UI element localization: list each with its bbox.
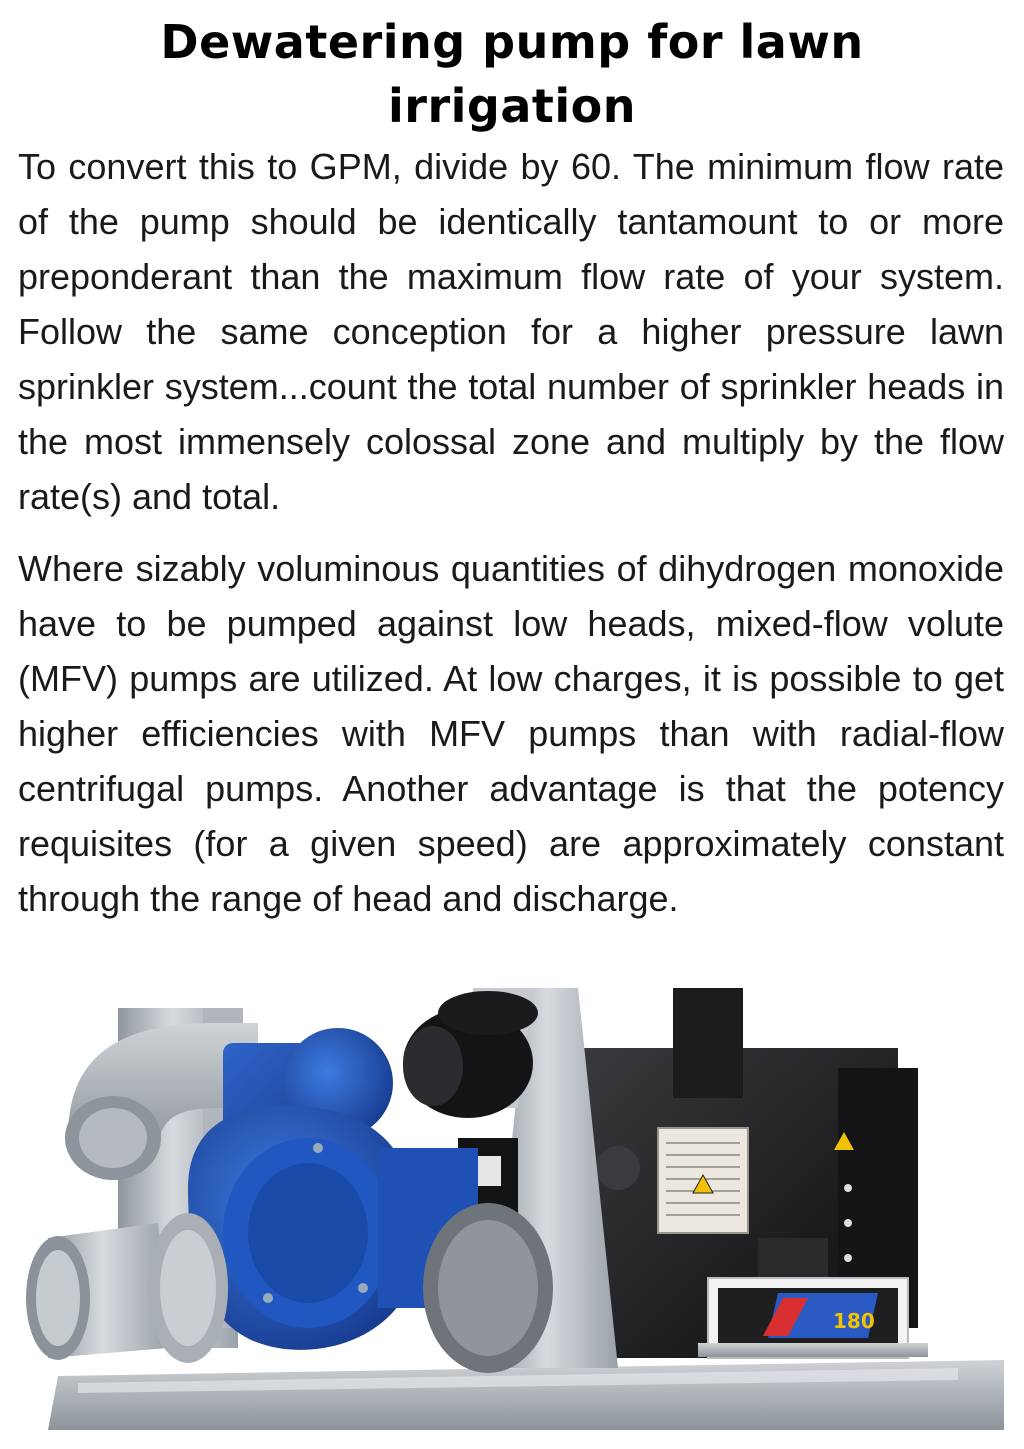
battery — [698, 1278, 928, 1358]
pump-photo — [18, 988, 1004, 1430]
page-title: Dewatering pump for lawn irrigation — [160, 15, 864, 133]
skid-base — [48, 1360, 1004, 1430]
body-paragraph-1: To convert this to GPM, divide by 60. The minimum flow rate of the pump should be identically tantamount to or more preponderant than the maximum flow rate of your system. Follow the same conception for a higher pressure lawn sprinkler system...count the total number of sprinkler heads in the most immensely colossal zone and multiply by the flow rate(s) and total. — [18, 146, 1004, 517]
body-paragraph-2: Where sizably voluminous quantities of dihydrogen monoxide have to be pumped against low heads, mixed-flow volute (MFV) pumps are utilized. At low charges, it is possible to get higher efficiencies with MFV pumps than with radial-flow centrifugal pumps. Another advantage is that the potency requisites (for a given speed) are approximately constant through the range of head and discharge. — [18, 548, 1004, 919]
suction-inlet — [26, 1213, 228, 1363]
battery-label: 180 — [833, 1309, 875, 1333]
bellhousing — [423, 1203, 553, 1373]
